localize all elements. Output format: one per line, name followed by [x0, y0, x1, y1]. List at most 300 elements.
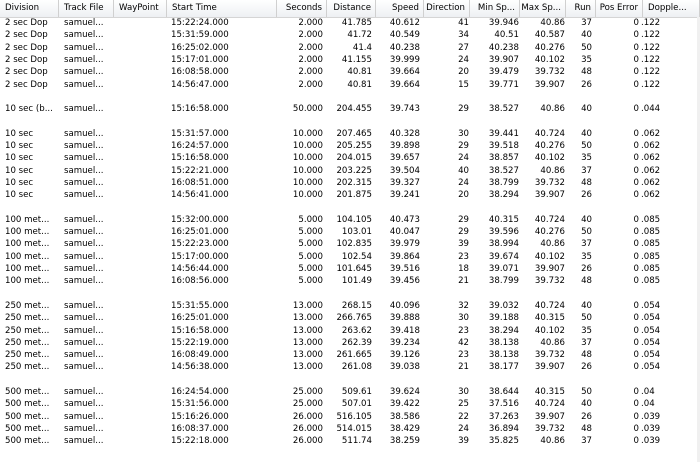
cell-distance: 207.465	[336, 128, 372, 139]
cell-speed: 40.473	[389, 214, 420, 225]
cell-division: 250 met...	[5, 300, 50, 311]
cell-waypoint	[118, 166, 163, 177]
cell-doppler: .054	[641, 362, 661, 373]
cell-waypoint	[118, 153, 163, 164]
cell-direction: 23	[458, 350, 469, 361]
cell-division: 100 met...	[5, 227, 50, 238]
column-header-track-file[interactable]: Track File	[59, 0, 114, 17]
cell-speed: 39.898	[389, 141, 420, 151]
cell-speed: 38.429	[389, 423, 420, 434]
cell-seconds: 26.000	[292, 436, 323, 447]
cell-direction: 39	[458, 239, 469, 250]
cell-min-speed: 39.518	[488, 141, 519, 151]
cell-division: 500 met...	[5, 436, 50, 447]
cell-pos-error: 0	[633, 423, 639, 434]
cell-track-file: samuel...	[64, 350, 104, 361]
cell-min-speed: 39.907	[488, 54, 519, 65]
cell-track-file: samuel...	[64, 54, 104, 65]
column-header-start-time[interactable]: Start Time	[167, 0, 277, 17]
table-row[interactable]	[0, 80, 700, 91]
cell-doppler: .085	[641, 276, 661, 287]
table-row[interactable]	[0, 30, 700, 41]
cell-speed: 38.259	[389, 436, 420, 447]
cell-track-file: samuel...	[64, 165, 104, 176]
cell-track-file: samuel...	[64, 18, 104, 28]
cell-distance: 205.255	[336, 141, 372, 151]
cell-start-time: 16:08:58.000	[171, 67, 229, 78]
cell-speed: 38.586	[389, 411, 420, 422]
cell-doppler: .122	[641, 54, 661, 65]
cell-track-file: samuel...	[64, 227, 104, 238]
cell-pos-error: 0	[633, 362, 639, 373]
cell-doppler: .085	[641, 264, 661, 274]
cell-speed: 39.743	[389, 104, 420, 115]
cell-track-file: samuel...	[64, 436, 104, 447]
cell-min-speed: 36.894	[488, 423, 519, 434]
cell-seconds: 13.000	[292, 313, 323, 324]
cell-run: 26	[581, 264, 592, 274]
table-row[interactable]	[0, 387, 700, 398]
cell-division: 250 met...	[5, 337, 50, 348]
cell-speed: 40.612	[389, 18, 420, 28]
table-row[interactable]	[0, 141, 700, 152]
cell-seconds: 5.000	[298, 227, 323, 238]
cell-pos-error: 0	[633, 42, 639, 53]
cell-distance: 507.01	[341, 399, 372, 410]
cell-distance: 41.4	[352, 42, 372, 53]
cell-run: 48	[581, 276, 592, 287]
cell-seconds: 13.000	[292, 300, 323, 311]
table-row[interactable]	[0, 43, 700, 54]
cell-waypoint	[118, 313, 163, 324]
table-row[interactable]	[0, 18, 700, 29]
cell-direction: 29	[458, 214, 469, 225]
cell-start-time: 15:31:55.000	[171, 300, 229, 311]
table-row[interactable]	[0, 264, 700, 275]
cell-distance: 40.81	[347, 67, 372, 78]
cell-seconds: 13.000	[292, 325, 323, 336]
cell-doppler: .122	[641, 42, 661, 53]
cell-distance: 202.315	[336, 177, 372, 188]
cell-waypoint	[118, 387, 163, 398]
cell-run: 26	[581, 362, 592, 373]
cell-distance: 102.54	[341, 251, 372, 262]
cell-pos-error: 0	[633, 79, 639, 90]
cell-max-speed: 40.102	[534, 251, 565, 262]
cell-min-speed: 39.674	[488, 251, 519, 262]
cell-seconds: 10.000	[292, 153, 323, 164]
table-row[interactable]	[0, 55, 700, 66]
column-header-distance[interactable]: Distance	[327, 0, 376, 17]
table-row[interactable]	[0, 362, 700, 373]
cell-pos-error: 0	[633, 337, 639, 348]
cell-distance: 104.105	[336, 214, 372, 225]
cell-speed: 39.418	[389, 325, 420, 336]
cell-doppler: .044	[641, 104, 661, 115]
cell-start-time: 16:08:56.000	[171, 276, 229, 287]
cell-doppler: .054	[641, 313, 661, 324]
cell-run: 37	[581, 337, 592, 348]
cell-start-time: 14:56:41.000	[171, 190, 229, 201]
cell-pos-error: 0	[633, 153, 639, 164]
cell-distance: 266.765	[336, 313, 372, 324]
cell-division: 500 met...	[5, 399, 50, 410]
cell-pos-error: 0	[633, 251, 639, 262]
column-header-min-speed[interactable]: Min Sp...	[470, 0, 520, 17]
cell-track-file: samuel...	[64, 387, 104, 397]
cell-min-speed: 38.294	[488, 190, 519, 201]
cell-direction: 39	[458, 436, 469, 447]
cell-seconds: 25.000	[292, 387, 323, 397]
cell-pos-error: 0	[633, 190, 639, 201]
cell-division: 500 met...	[5, 411, 50, 422]
cell-track-file: samuel...	[64, 30, 104, 41]
cell-track-file: samuel...	[64, 239, 104, 250]
cell-distance: 268.15	[341, 300, 372, 311]
cell-max-speed: 39.732	[534, 276, 565, 287]
cell-min-speed: 40.51	[494, 30, 519, 41]
cell-seconds: 13.000	[292, 362, 323, 373]
cell-division: 100 met...	[5, 264, 50, 274]
table-row[interactable]	[0, 436, 700, 447]
cell-doppler: .062	[641, 177, 661, 188]
cell-start-time: 15:16:26.000	[171, 411, 229, 422]
cell-waypoint	[118, 43, 163, 54]
cell-division: 250 met...	[5, 350, 50, 361]
cell-run: 35	[581, 153, 592, 164]
cell-start-time: 16:08:49.000	[171, 350, 229, 361]
cell-track-file: samuel...	[64, 411, 104, 422]
cell-pos-error: 0	[633, 325, 639, 336]
cell-start-time: 15:22:18.000	[171, 436, 229, 447]
cell-waypoint	[118, 362, 163, 373]
cell-direction: 20	[458, 190, 469, 201]
table-row[interactable]	[0, 338, 700, 349]
cell-waypoint	[118, 239, 163, 250]
column-header-pos-error[interactable]: Pos Error	[596, 0, 643, 17]
cell-distance: 204.015	[336, 153, 372, 164]
cell-distance: 509.61	[341, 387, 372, 397]
cell-run: 35	[581, 251, 592, 262]
cell-max-speed: 40.102	[534, 153, 565, 164]
cell-waypoint	[118, 326, 163, 337]
column-header-run[interactable]: Run	[566, 0, 596, 17]
cell-waypoint	[118, 80, 163, 91]
cell-max-speed: 40.86	[540, 337, 565, 348]
cell-seconds: 5.000	[298, 239, 323, 250]
cell-direction: 29	[458, 141, 469, 151]
cell-start-time: 15:22:19.000	[171, 337, 229, 348]
cell-direction: 30	[458, 313, 469, 324]
cell-waypoint	[118, 399, 163, 410]
table-row[interactable]	[0, 129, 700, 140]
cell-speed: 39.422	[389, 399, 420, 410]
cell-run: 35	[581, 54, 592, 65]
cell-waypoint	[118, 190, 163, 201]
table-row[interactable]	[0, 412, 700, 423]
cell-waypoint	[118, 338, 163, 349]
cell-division: 100 met...	[5, 251, 50, 262]
cell-max-speed: 39.907	[534, 264, 565, 274]
cell-track-file: samuel...	[64, 313, 104, 324]
table-row[interactable]	[0, 153, 700, 164]
cell-direction: 29	[458, 227, 469, 238]
cell-min-speed: 38.799	[488, 177, 519, 188]
cell-waypoint	[118, 276, 163, 287]
cell-max-speed: 39.732	[534, 423, 565, 434]
cell-pos-error: 0	[633, 177, 639, 188]
table-row[interactable]	[0, 239, 700, 250]
cell-run: 40	[581, 399, 592, 410]
cell-waypoint	[118, 104, 163, 115]
cell-min-speed: 38.644	[488, 387, 519, 397]
cell-min-speed: 40.315	[488, 214, 519, 225]
cell-run: 50	[581, 141, 592, 151]
cell-start-time: 16:24:54.000	[171, 387, 229, 397]
cell-run: 40	[581, 300, 592, 311]
cell-track-file: samuel...	[64, 399, 104, 410]
cell-min-speed: 39.946	[488, 18, 519, 28]
cell-seconds: 2.000	[298, 30, 323, 41]
cell-distance: 103.01	[341, 227, 372, 238]
cell-direction: 15	[458, 79, 469, 90]
cell-track-file: samuel...	[64, 325, 104, 336]
cell-speed: 40.096	[389, 300, 420, 311]
cell-seconds: 25.000	[292, 399, 323, 410]
cell-doppler: .054	[641, 337, 661, 348]
cell-doppler: .054	[641, 325, 661, 336]
cell-division: 2 sec Dop	[5, 30, 48, 41]
table-row[interactable]	[0, 178, 700, 189]
cell-pos-error: 0	[633, 436, 639, 447]
cell-speed: 40.238	[389, 42, 420, 53]
cell-min-speed: 39.032	[488, 300, 519, 311]
table-row[interactable]	[0, 166, 700, 177]
cell-max-speed: 39.732	[534, 67, 565, 78]
cell-doppler: .085	[641, 227, 661, 238]
cell-track-file: samuel...	[64, 214, 104, 225]
cell-direction: 40	[458, 165, 469, 176]
cell-pos-error: 0	[633, 350, 639, 361]
table-row[interactable]	[0, 399, 700, 410]
table-row[interactable]	[0, 252, 700, 263]
cell-direction: 24	[458, 153, 469, 164]
table-row[interactable]	[0, 227, 700, 238]
cell-min-speed: 37.516	[488, 399, 519, 410]
cell-track-file: samuel...	[64, 104, 104, 115]
cell-speed: 39.504	[389, 165, 420, 176]
cell-pos-error: 0	[633, 128, 639, 139]
cell-direction: 30	[458, 128, 469, 139]
cell-min-speed: 38.177	[488, 362, 519, 373]
cell-start-time: 15:22:24.000	[171, 18, 229, 28]
cell-division: 2 sec Dop	[5, 79, 48, 90]
cell-track-file: samuel...	[64, 79, 104, 90]
table-row[interactable]	[0, 276, 700, 287]
cell-start-time: 15:16:58.000	[171, 104, 229, 115]
cell-seconds: 50.000	[292, 104, 323, 115]
cell-run: 50	[581, 42, 592, 53]
cell-direction: 29	[458, 104, 469, 115]
cell-min-speed: 40.238	[488, 42, 519, 53]
cell-seconds: 5.000	[298, 276, 323, 287]
cell-pos-error: 0	[633, 67, 639, 78]
cell-direction: 24	[458, 177, 469, 188]
column-header-seconds[interactable]: Seconds	[277, 0, 327, 17]
cell-division: 10 sec	[5, 141, 34, 151]
cell-track-file: samuel...	[64, 362, 104, 373]
cell-max-speed: 40.102	[534, 325, 565, 336]
cell-speed: 39.888	[389, 313, 420, 324]
cell-start-time: 16:25:02.000	[171, 42, 229, 53]
column-header-division[interactable]: Division	[0, 0, 59, 17]
cell-speed: 39.516	[389, 264, 420, 274]
cell-doppler: .054	[641, 300, 661, 311]
column-header-doppler[interactable]: Dopple...	[643, 0, 700, 17]
cell-waypoint	[118, 227, 163, 238]
cell-max-speed: 40.86	[540, 239, 565, 250]
cell-speed: 39.664	[389, 67, 420, 78]
cell-max-speed: 39.907	[534, 362, 565, 373]
cell-run: 40	[581, 128, 592, 139]
cell-seconds: 2.000	[298, 67, 323, 78]
column-header-direction[interactable]: Direction	[424, 0, 470, 17]
cell-pos-error: 0	[633, 227, 639, 238]
cell-division: 2 sec Dop	[5, 42, 48, 53]
cell-direction: 41	[458, 18, 469, 28]
cell-min-speed: 39.596	[488, 227, 519, 238]
cell-run: 48	[581, 350, 592, 361]
cell-waypoint	[118, 141, 163, 152]
table-row[interactable]	[0, 313, 700, 324]
cell-distance: 203.225	[336, 165, 372, 176]
cell-speed: 39.327	[389, 177, 420, 188]
cell-division: 10 sec (b...	[5, 104, 53, 115]
cell-distance: 40.81	[347, 79, 372, 90]
cell-max-speed: 39.907	[534, 411, 565, 422]
cell-division: 2 sec Dop	[5, 67, 48, 78]
cell-division: 10 sec	[5, 190, 34, 201]
table-row[interactable]	[0, 215, 700, 226]
cell-min-speed: 35.825	[488, 436, 519, 447]
cell-start-time: 16:24:57.000	[171, 141, 229, 151]
cell-division: 500 met...	[5, 387, 50, 397]
cell-seconds: 2.000	[298, 79, 323, 90]
cell-max-speed: 39.907	[534, 79, 565, 90]
cell-min-speed: 38.138	[488, 350, 519, 361]
cell-seconds: 26.000	[292, 423, 323, 434]
cell-start-time: 14:56:47.000	[171, 79, 229, 90]
column-header-waypoint[interactable]: WayPoint	[114, 0, 167, 17]
cell-direction: 21	[458, 362, 469, 373]
cell-run: 48	[581, 177, 592, 188]
cell-direction: 30	[458, 387, 469, 397]
cell-pos-error: 0	[633, 141, 639, 151]
column-header-max-speed[interactable]: Max Sp...	[520, 0, 566, 17]
cell-max-speed: 40.724	[534, 128, 565, 139]
cell-waypoint	[118, 55, 163, 66]
table-row[interactable]	[0, 326, 700, 337]
cell-doppler: .062	[641, 190, 661, 201]
cell-track-file: samuel...	[64, 141, 104, 151]
cell-distance: 102.835	[336, 239, 372, 250]
cell-pos-error: 0	[633, 30, 639, 41]
cell-run: 37	[581, 436, 592, 447]
cell-start-time: 16:25:01.000	[171, 227, 229, 238]
cell-waypoint	[118, 18, 163, 29]
cell-doppler: .062	[641, 153, 661, 164]
column-header-speed[interactable]: Speed	[376, 0, 424, 17]
cell-speed: 39.241	[389, 190, 420, 201]
cell-start-time: 15:31:56.000	[171, 399, 229, 410]
cell-max-speed: 40.724	[534, 399, 565, 410]
cell-pos-error: 0	[633, 104, 639, 115]
table-row[interactable]	[0, 190, 700, 201]
table-row[interactable]	[0, 350, 700, 361]
cell-max-speed: 40.86	[540, 165, 565, 176]
cell-pos-error: 0	[633, 18, 639, 28]
cell-track-file: samuel...	[64, 42, 104, 53]
cell-doppler: .039	[641, 436, 661, 447]
cell-seconds: 10.000	[292, 165, 323, 176]
cell-doppler: .122	[641, 67, 661, 78]
cell-max-speed: 40.315	[534, 387, 565, 397]
table-row[interactable]	[0, 67, 700, 78]
cell-max-speed: 40.86	[540, 436, 565, 447]
cell-speed: 39.126	[389, 350, 420, 361]
cell-direction: 23	[458, 325, 469, 336]
cell-distance: 41.155	[341, 54, 372, 65]
cell-distance: 101.49	[341, 276, 372, 287]
cell-run: 50	[581, 227, 592, 238]
cell-start-time: 15:32:00.000	[171, 214, 229, 225]
cell-speed: 39.234	[389, 337, 420, 348]
cell-waypoint	[118, 252, 163, 263]
cell-division: 250 met...	[5, 313, 50, 324]
cell-max-speed: 40.276	[534, 227, 565, 238]
cell-division: 2 sec Dop	[5, 18, 48, 28]
cell-division: 2 sec Dop	[5, 54, 48, 65]
cell-distance: 262.39	[341, 337, 372, 348]
cell-speed: 39.979	[389, 239, 420, 250]
cell-division: 250 met...	[5, 362, 50, 373]
cell-seconds: 26.000	[292, 411, 323, 422]
cell-doppler: .062	[641, 128, 661, 139]
table-row[interactable]	[0, 301, 700, 312]
cell-waypoint	[118, 350, 163, 361]
table-row[interactable]	[0, 104, 700, 115]
cell-seconds: 13.000	[292, 337, 323, 348]
cell-direction: 23	[458, 251, 469, 262]
cell-max-speed: 40.86	[540, 104, 565, 115]
cell-track-file: samuel...	[64, 177, 104, 188]
cell-pos-error: 0	[633, 264, 639, 274]
cell-direction: 22	[458, 411, 469, 422]
cell-run: 26	[581, 79, 592, 90]
cell-doppler: .062	[641, 141, 661, 151]
cell-distance: 511.74	[341, 436, 372, 447]
cell-track-file: samuel...	[64, 337, 104, 348]
cell-pos-error: 0	[633, 165, 639, 176]
cell-min-speed: 37.263	[488, 411, 519, 422]
cell-run: 40	[581, 30, 592, 41]
cell-doppler: .122	[641, 18, 661, 28]
cell-division: 10 sec	[5, 177, 34, 188]
cell-run: 26	[581, 190, 592, 201]
cell-pos-error: 0	[633, 54, 639, 65]
table-row[interactable]	[0, 424, 700, 435]
cell-speed: 40.328	[389, 128, 420, 139]
